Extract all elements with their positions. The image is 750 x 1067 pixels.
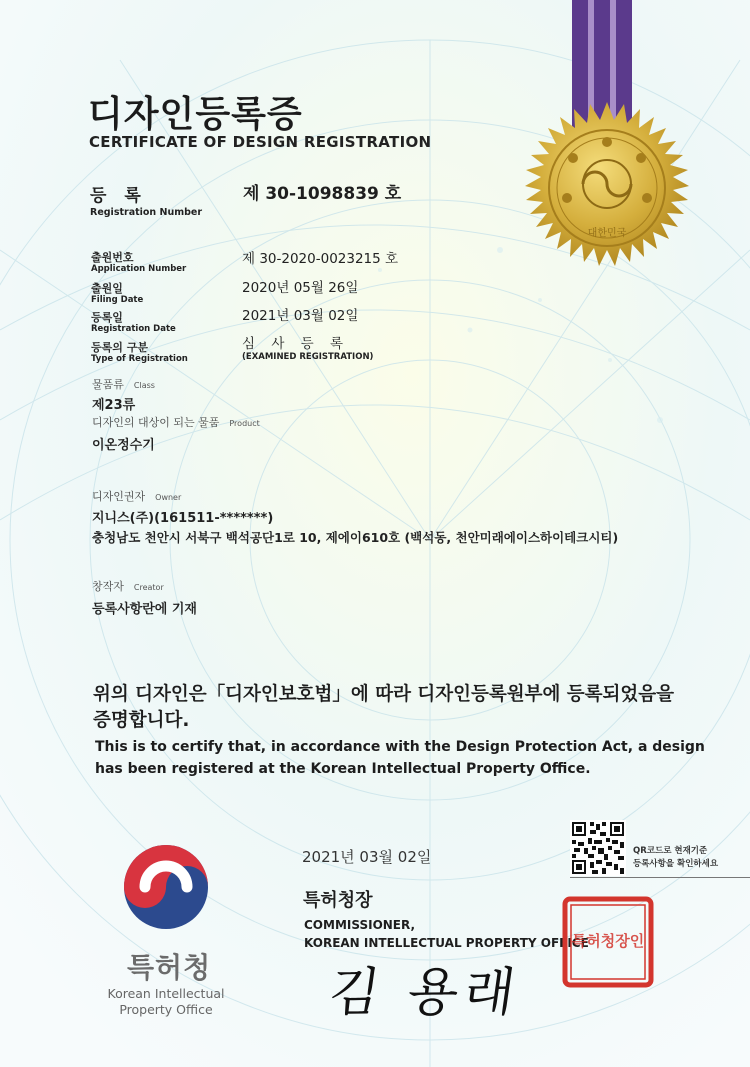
handwritten-signature: 김 용래 [325,963,525,1023]
certificate-title: 디자인등록증 [88,94,303,135]
application-number-value: 제 30-2020-0023215 호 [242,251,399,267]
kipo-logo-icon [121,842,211,932]
creator-value: 등록사항란에 기재 [92,602,197,617]
class-value: 제23류 [92,398,136,413]
gold-seal [515,102,699,286]
office-name-ko: 특허청 [127,951,212,984]
commissioner-title-en [304,916,589,952]
class-label-en: Class [133,381,155,390]
stamp-text: 특허청장인 [571,932,645,950]
owner-name: 지니스(주)(161511-*******) [92,511,274,526]
class-label: 물품류 [92,378,124,391]
commissioner-title: 특허청장 [303,890,373,911]
commissioner-title-en-line2: KOREAN INTELLECTUAL PROPERTY OFFICE [304,936,589,950]
qr-note-line2: 등록사항을 확인하세요 [633,859,719,869]
owner-label-row [92,488,181,504]
divider [570,877,750,878]
certificate-title-en: CERTIFICATE OF DESIGN REGISTRATION [89,133,432,151]
qr-note-line1: QR코드로 현재기준 [633,846,708,856]
owner-label: 디자인권자 [92,490,146,503]
certification-en [95,736,705,780]
class-label-row [92,376,155,392]
registration-type-label-en: Type of Registration [91,354,188,364]
registration-date-value: 2021년 03월 02일 [242,308,359,324]
filing-date-value: 2020년 05월 26일 [242,280,359,296]
certification-en-line1: This is to certify that, in accordance with the Design Protection Act, a design [95,739,705,755]
certification-ko [93,682,674,734]
certification-ko-line1: 위의 디자인은「디자인보호법」에 따라 디자인등록원부에 등록되었음을 [93,684,675,705]
office-name-en [104,986,228,1018]
application-number-label: 출원번호 [91,251,134,264]
certification-ko-line2: 증명합니다. [93,710,190,731]
product-label-row [92,414,260,430]
registration-type-value-en: (EXAMINED REGISTRATION) [242,352,374,362]
product-value: 이온정수기 [92,438,155,453]
commissioner-title-en-line1: COMMISSIONER, [304,918,416,932]
registration-number: 제 30-1098839 호 [243,184,402,204]
registration-type-value: 심 사 등 록 [242,336,350,352]
gold-seal-text: 대한민국 [587,228,627,239]
creator-label-en: Creator [133,583,164,592]
registration-label-en: Registration Number [90,207,203,218]
official-stamp [562,896,654,988]
registration-type-label: 등록의 구분 [91,341,148,354]
office-name-en-line1: Korean Intellectual [107,986,225,1001]
signature-date: 2021년 03월 02일 [302,848,432,866]
owner-label-en: Owner [155,493,182,502]
creator-label: 창작자 [92,580,124,593]
filing-date-label-en: Filing Date [91,295,144,305]
product-label: 디자인의 대상이 되는 물품 [92,416,220,429]
registration-label: 등 록 [90,186,147,206]
certification-en-line2: has been registered at the Korean Intellectual Property Office. [95,761,591,777]
filing-date-label: 출원일 [91,282,123,295]
application-number-label-en: Application Number [91,264,187,274]
owner-address: 충청남도 천안시 서북구 백석공단1로 10, 제에이610호 (백석동, 천안미래에이스하이테크시티) [92,530,619,545]
creator-label-row [92,578,164,594]
qr-code [570,820,626,876]
registration-date-label-en: Registration Date [91,324,176,334]
qr-note [633,845,718,871]
registration-date-label: 등록일 [91,311,123,324]
product-label-en: Product [229,419,260,428]
office-name-en-line2: Property Office [119,1002,213,1017]
